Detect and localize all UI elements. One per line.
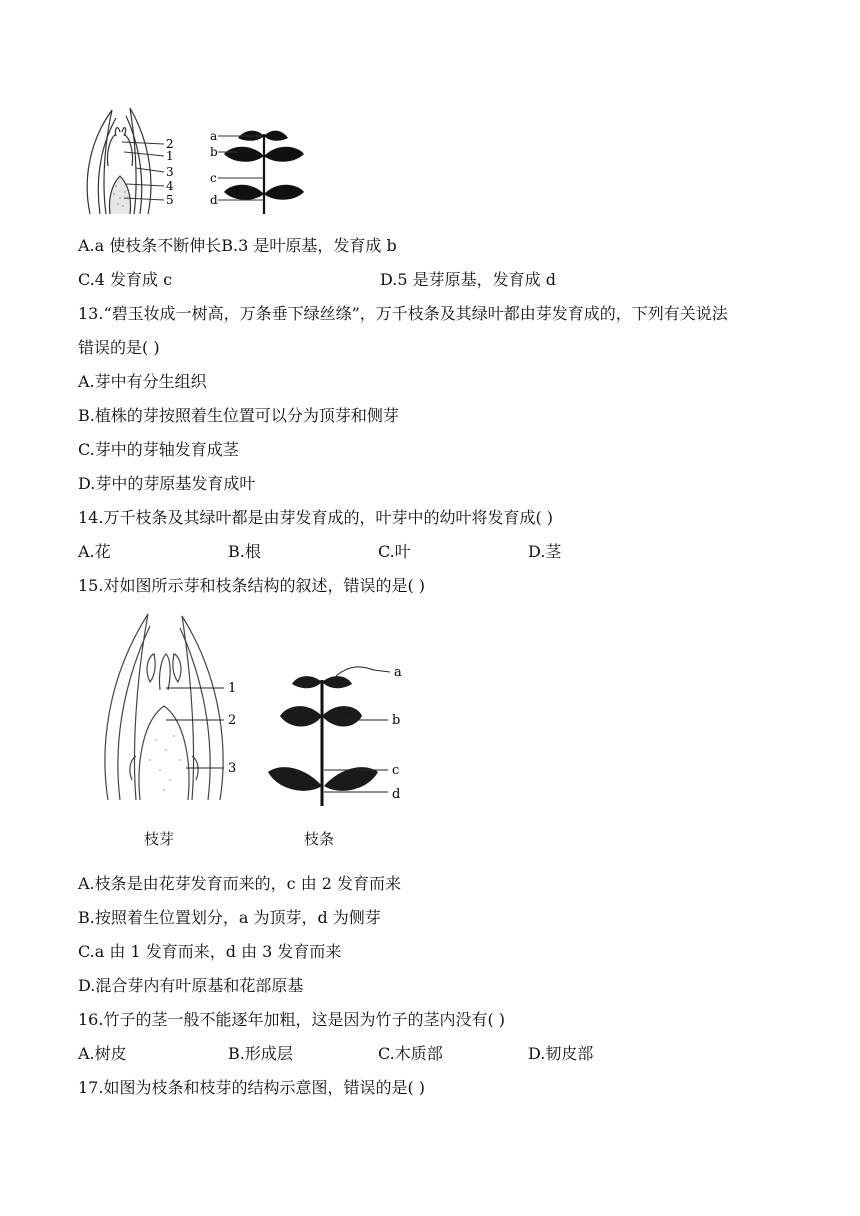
figure-bud-and-branch-small (78, 106, 318, 218)
q14-option-a: A.花 (78, 542, 111, 561)
branch-label-a: a (394, 665, 402, 680)
bud-label-4: 4 (166, 179, 174, 193)
figure-2-svg (100, 610, 420, 810)
q16-option-b: B.形成层 (228, 1044, 293, 1063)
q12-option-c: C.4 发育成 c (78, 270, 173, 289)
q14-stem: 14.万千枝条及其绿叶都是由芽发育成的，叶芽中的幼叶将发育成( ) (78, 508, 554, 527)
q13-stem-line1: 13.“碧玉妆成一树高，万条垂下绿丝绦”，万千枝条及其绿叶都由芽发育成的，下列有关说法 (78, 304, 728, 323)
q15-option-c: C.a 由 1 发育而来，d 由 3 发育而来 (78, 942, 342, 961)
figure-caption-bud: 枝芽 (144, 830, 175, 848)
branch-label-a: a (210, 129, 218, 143)
bud-drawing-2 (105, 614, 223, 800)
q15-option-d: D.混合芽内有叶原基和花部原基 (78, 976, 304, 995)
q16-option-c: C.木质部 (378, 1044, 443, 1063)
q13-option-a: A.芽中有分生组织 (78, 372, 207, 391)
q14-option-b: B.根 (228, 542, 261, 561)
branch-drawing-2 (268, 676, 378, 806)
branch-drawing-1 (224, 131, 304, 214)
bud-label-1: 1 (166, 149, 174, 163)
bud-leaders-2 (166, 688, 224, 768)
q12-option-ab: A.a 使枝条不断伸长B.3 是叶原基，发育成 b (78, 236, 397, 255)
branch-label-d: d (392, 787, 401, 802)
branch-label-c: c (392, 763, 400, 778)
q15-option-b: B.按照着生位置划分，a 为顶芽，d 为侧芽 (78, 908, 381, 927)
q13-option-c: C.芽中的芽轴发育成茎 (78, 440, 239, 459)
q13-option-d: D.芽中的芽原基发育成叶 (78, 474, 256, 493)
bud-label-5: 5 (166, 193, 174, 207)
figure-1-svg (78, 106, 318, 218)
branch-label-d: d (210, 193, 218, 207)
q14-option-c: C.叶 (378, 542, 411, 561)
bud-drawing-1 (87, 108, 151, 214)
branch-label-c: c (210, 171, 217, 185)
branch-label-b: b (210, 145, 218, 159)
q16-option-a: A.树皮 (78, 1044, 127, 1063)
bud-stipple-2 (149, 735, 181, 791)
figure-caption-branch: 枝条 (304, 830, 335, 848)
bud-label-3: 3 (228, 761, 237, 776)
bud-label-2: 2 (228, 713, 237, 728)
q13-stem-line2: 错误的是( ) (78, 338, 160, 357)
bud-label-2: 2 (166, 137, 174, 151)
q17-stem: 17.如图为枝条和枝芽的结构示意图，错误的是( ) (78, 1078, 426, 1097)
bud-label-3: 3 (166, 165, 174, 179)
q15-stem: 15.对如图所示芽和枝条结构的叙述，错误的是( ) (78, 576, 426, 595)
q15-option-a: A.枝条是由花芽发育而来的，c 由 2 发育而来 (78, 874, 402, 893)
q14-option-d: D.茎 (528, 542, 562, 561)
bud-label-1: 1 (228, 681, 237, 696)
q16-option-d: D.韧皮部 (528, 1044, 594, 1063)
figure-bud-and-branch-large (100, 610, 420, 810)
q13-option-b: B.植株的芽按照着生位置可以分为顶芽和侧芽 (78, 406, 399, 425)
q16-stem: 16.竹子的茎一般不能逐年加粗，这是因为竹子的茎内没有( ) (78, 1010, 506, 1029)
branch-label-b: b (392, 713, 401, 728)
q12-option-d: D.5 是芽原基，发育成 d (380, 270, 556, 289)
